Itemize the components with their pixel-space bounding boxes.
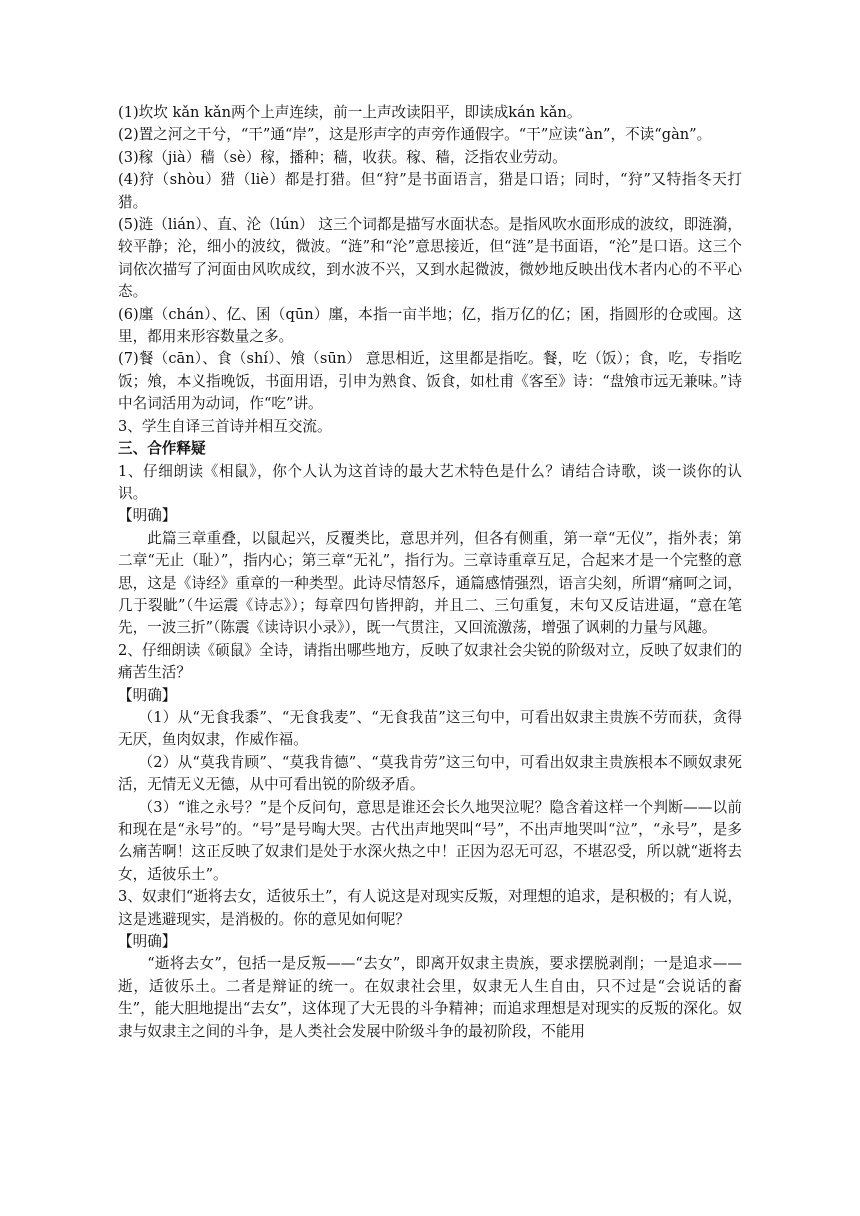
answer-2-item-1: （1）从“无食我黍”、“无食我麦”、“无食我苗”这三句中，可看出奴隶主贵族不劳而获，贪得无厌，鱼肉奴隶，作威作福。	[118, 708, 742, 749]
question-3: 3、奴隶们“逝将去女，适彼乐土”，有人说这是对现实反叛，对理想的追求，是积极的；有人说，这是逃避现实，是消极的。你的意见如何呢？	[118, 888, 742, 928]
mingque-heading-1: 【明确】	[118, 507, 177, 525]
answer-2-item-3: （3）“谁之永号？”是个反问句，意思是谁还会长久地哭泣呢？隐含着这样一个判断——以前和现在是“永号”的。“号”是号啕大哭。古代出声地哭叫“号”，不出声地哭叫“泣”，“永号”，是多么痛苦啊！这正反映了奴隶们是处于水深火热之中！正因为忍无可忍，不堪忍受，所以就“逝将去女，适彼乐土”。	[118, 798, 742, 883]
mingque-heading-3: 【明确】	[118, 933, 177, 951]
note-4: (4)狩（shòu）猎（liè）都是打猎。但“狩”是书面语言，猎是口语；同时，“狩”又特指冬天打猎。	[118, 171, 742, 211]
note-1: (1)坎坎 kǎn kǎn两个上声连续，前一上声改读阳平，即读成kán kǎn。	[118, 104, 582, 121]
section-title: 三、合作释疑	[118, 440, 206, 458]
answer-2-item-2: （2）从“莫我肯顾”、“莫我肯德”、“莫我肯劳”这三句中，可看出奴隶主贵族根本不顾奴隶死活，无情无义无德，从中可看出锐的阶级矛盾。	[118, 753, 742, 794]
note-3: (3)稼（jià）穑（sè）稼，播种；穑，收获。稼、穑，泛指农业劳动。	[118, 148, 567, 166]
answer-1: 此篇三章重叠，以鼠起兴，反覆类比，意思并列，但各有侧重，第一章“无仪”，指外表；第二章“无止（耻）”，指内心；第三章“无礼”，指行为。三章诗重章互足，合起来才是一个完整的意思，这是《诗经》重章的一种类型。此诗尽情怒斥，通篇感情强烈，语言尖刻，所谓“痛呵之词，几于裂眦”（牛运震《诗志》）；每章四句皆押韵，并且二、三句重复，末句又反诘进逼，“意在笔先，一波三折”（陈震《读诗识小录》），既一气贯注，又回流激荡，增强了讽刺的力量与风趣。	[118, 529, 742, 637]
step-3: 3、学生自译三首诗并相互交流。	[118, 417, 332, 435]
answer-3: “逝将去女”，包括一是反叛——“去女”，即离开奴隶主贵族，要求摆脱剥削；一是追求——逝，适彼乐土。二者是辩证的统一。在奴隶社会里，奴隶无人生自由，只不过是“会说话的畜生”，能大胆地提出“去女”，这体现了大无畏的斗争精神；而追求理想是对现实的反叛的深化。奴隶与奴隶主之间的斗争，是人类社会发展中阶级斗争的最初阶段，不能用	[118, 955, 742, 1040]
note-2: (2)置之河之干兮，“干”通“岸”，这是形声字的声旁作通假字。“干”应读“àn”，不读“gàn”。	[118, 126, 712, 144]
note-7: (7)餐（cān）、食（shí）、飧（sūn） 意思相近，这里都是指吃。餐，吃（饭）；食，吃，专指吃饭；飧，本义指晚饭，书面用语，引申为熟食、饭食，如杜甫《客至》诗：“盘飧市远无兼味。”诗中名词活用为动词，作“吃”讲。	[118, 350, 742, 413]
note-5: (5)涟（lián）、直、沦（lún） 这三个词都是描写水面状态。是指风吹水面形成的波纹，即涟漪，较平静；沦，细小的波纹，微波。“涟”和“沦”意思接近，但“涟”是书面语，“沦”是口语。这三个词依次描写了河面由风吹成纹，到水波不兴，又到水起微波，微妙地反映出伐木者内心的不平心态。	[118, 216, 742, 301]
question-2: 2、仔细朗读《硕鼠》全诗，请指出哪些地方，反映了奴隶社会尖锐的阶级对立，反映了奴隶们的痛苦生活？	[118, 641, 742, 682]
note-6: (6)廛（chán）、亿、囷（qūn）廛，本指一亩半地；亿，指万亿的亿；囷，指圆形的仓或囤。这里，都用来形容数量之多。	[118, 305, 742, 346]
question-1: 1、仔细朗读《相鼠》，你个人认为这首诗的最大艺术特色是什么？请结合诗歌，谈一谈你的认识。	[118, 462, 742, 502]
document-page	[118, 102, 742, 1043]
mingque-heading-2: 【明确】	[118, 686, 177, 704]
